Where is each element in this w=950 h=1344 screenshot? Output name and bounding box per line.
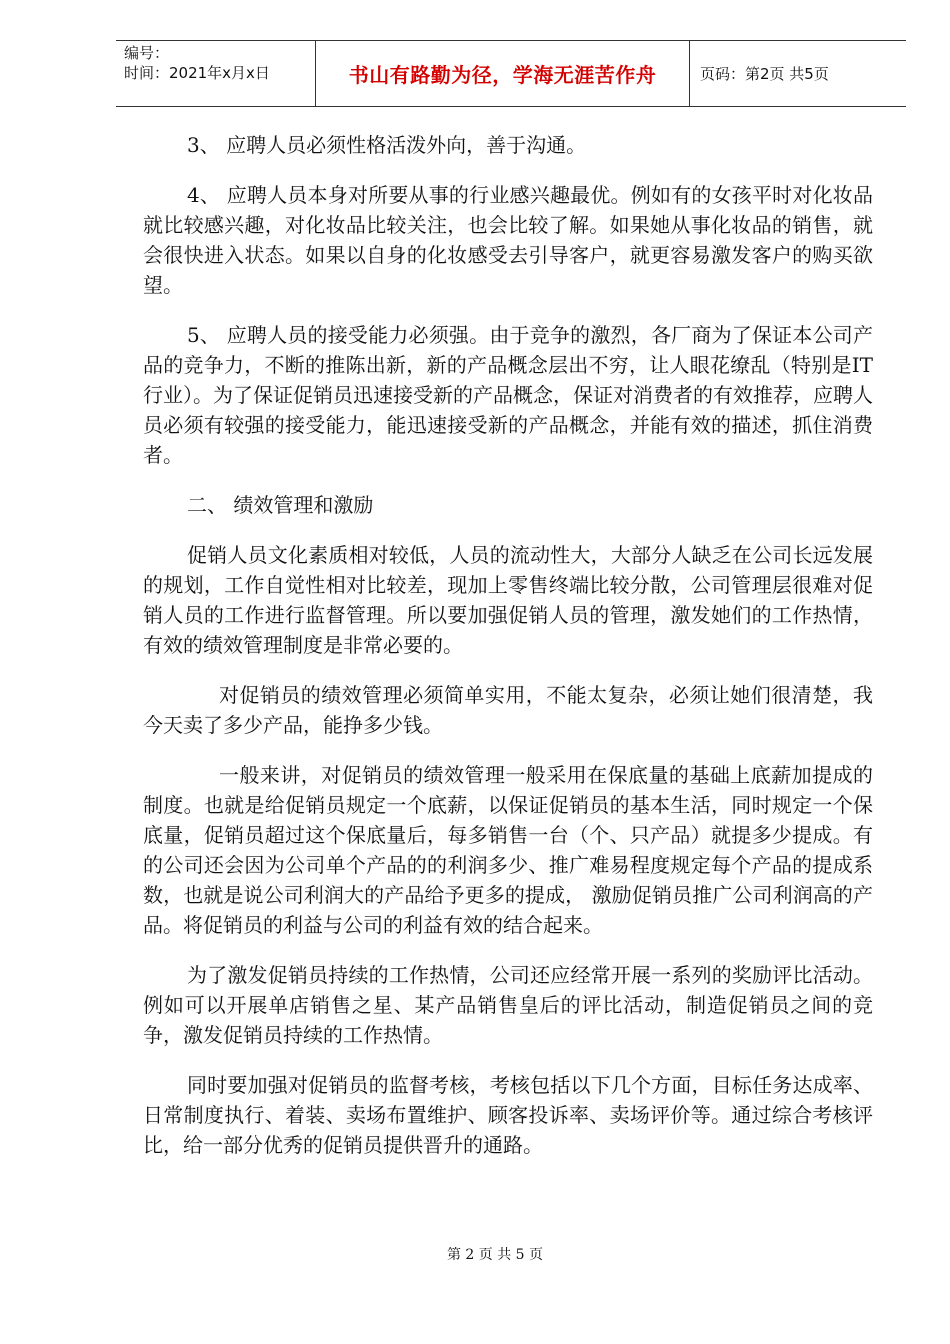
body-paragraph: 促销人员文化素质相对较低，人员的流动性大，大部分人缺乏在公司长远发展的规划，工作自觉性相对比较差，现加上零售终端比较分散，公司管理层很难对促销人员的工作进行监督管理。所以要加强促销人员的管理，激发她们的工作热情，有效的绩效管理制度是非常必要的。 [143, 543, 873, 657]
body-paragraph: 为了激发促销员持续的工作热情，公司还应经常开展一系列的奖励评比活动。例如可以开展单店销售之星、某产品销售皇后的评比活动，制造促销员之间的竞争，激发促销员持续的工作热情。 [143, 963, 873, 1047]
document-date: 时间：2021年x月x日 [124, 64, 270, 82]
body-paragraph: 对促销员的绩效管理必须简单实用，不能太复杂，必须让她们很清楚，我今天卖了多少产品，能挣多少钱。 [143, 683, 873, 737]
page-header [116, 40, 906, 107]
page-footer: 第 2 页 共 5 页 [446, 1247, 544, 1263]
document-number-label: 编号： [124, 44, 170, 62]
header-page-info: 页码：第2页 共5页 [700, 65, 829, 83]
body-paragraph: 一般来讲，对促销员的绩效管理一般采用在保底量的基础上底薪加提成的制度。也就是给促销员规定一个底薪，以保证促销员的基本生活，同时规定一个保底量，促销员超过这个保底量后，每多销售一台（个、只产品）就提多少提成。有的公司还会因为公司单个产品的的利润多少、推广难易程度规定每个产品的提成系数，也就是说公司利润大的产品给予更多的提成， 激励促销员推广公司利润高的产品。将促销员的利益与公司的利益有效的结合起来。 [143, 763, 873, 937]
section-heading: 二、 绩效管理和激励 [187, 493, 374, 517]
requirement-item-5: 5、 应聘人员的接受能力必须强。由于竞争的激烈，各厂商为了保证本公司产品的竞争力，不断的推陈出新，新的产品概念层出不穷，让人眼花缭乱（特别是IT行业）。为了保证促销员迅速接受新的产品概念，保证对消费者的有效推荐，应聘人员必须有较强的接受能力，能迅速接受新的产品概念，并能有效的描述，抓住消费者。 [143, 323, 873, 467]
document-body [143, 130, 873, 1180]
requirement-item-4: 4、 应聘人员本身对所要从事的行业感兴趣最优。例如有的女孩平时对化妆品就比较感兴趣，对化妆品比较关注，也会比较了解。如果她从事化妆品的销售，就会很快进入状态。如果以自身的化妆感受去引导客户，就更容易激发客户的购买欲望。 [143, 183, 873, 297]
header-motto: 书山有路勤为径，学海无涯苦作舟 [316, 41, 690, 106]
requirement-item-3: 3、 应聘人员必须性格活泼外向，善于沟通。 [187, 133, 587, 157]
header-meta [116, 41, 316, 106]
body-paragraph: 同时要加强对促销员的监督考核，考核包括以下几个方面，目标任务达成率、日常制度执行、着装、卖场布置维护、顾客投诉率、卖场评价等。通过综合考核评比，给一部分优秀的促销员提供晋升的通路。 [143, 1073, 873, 1157]
